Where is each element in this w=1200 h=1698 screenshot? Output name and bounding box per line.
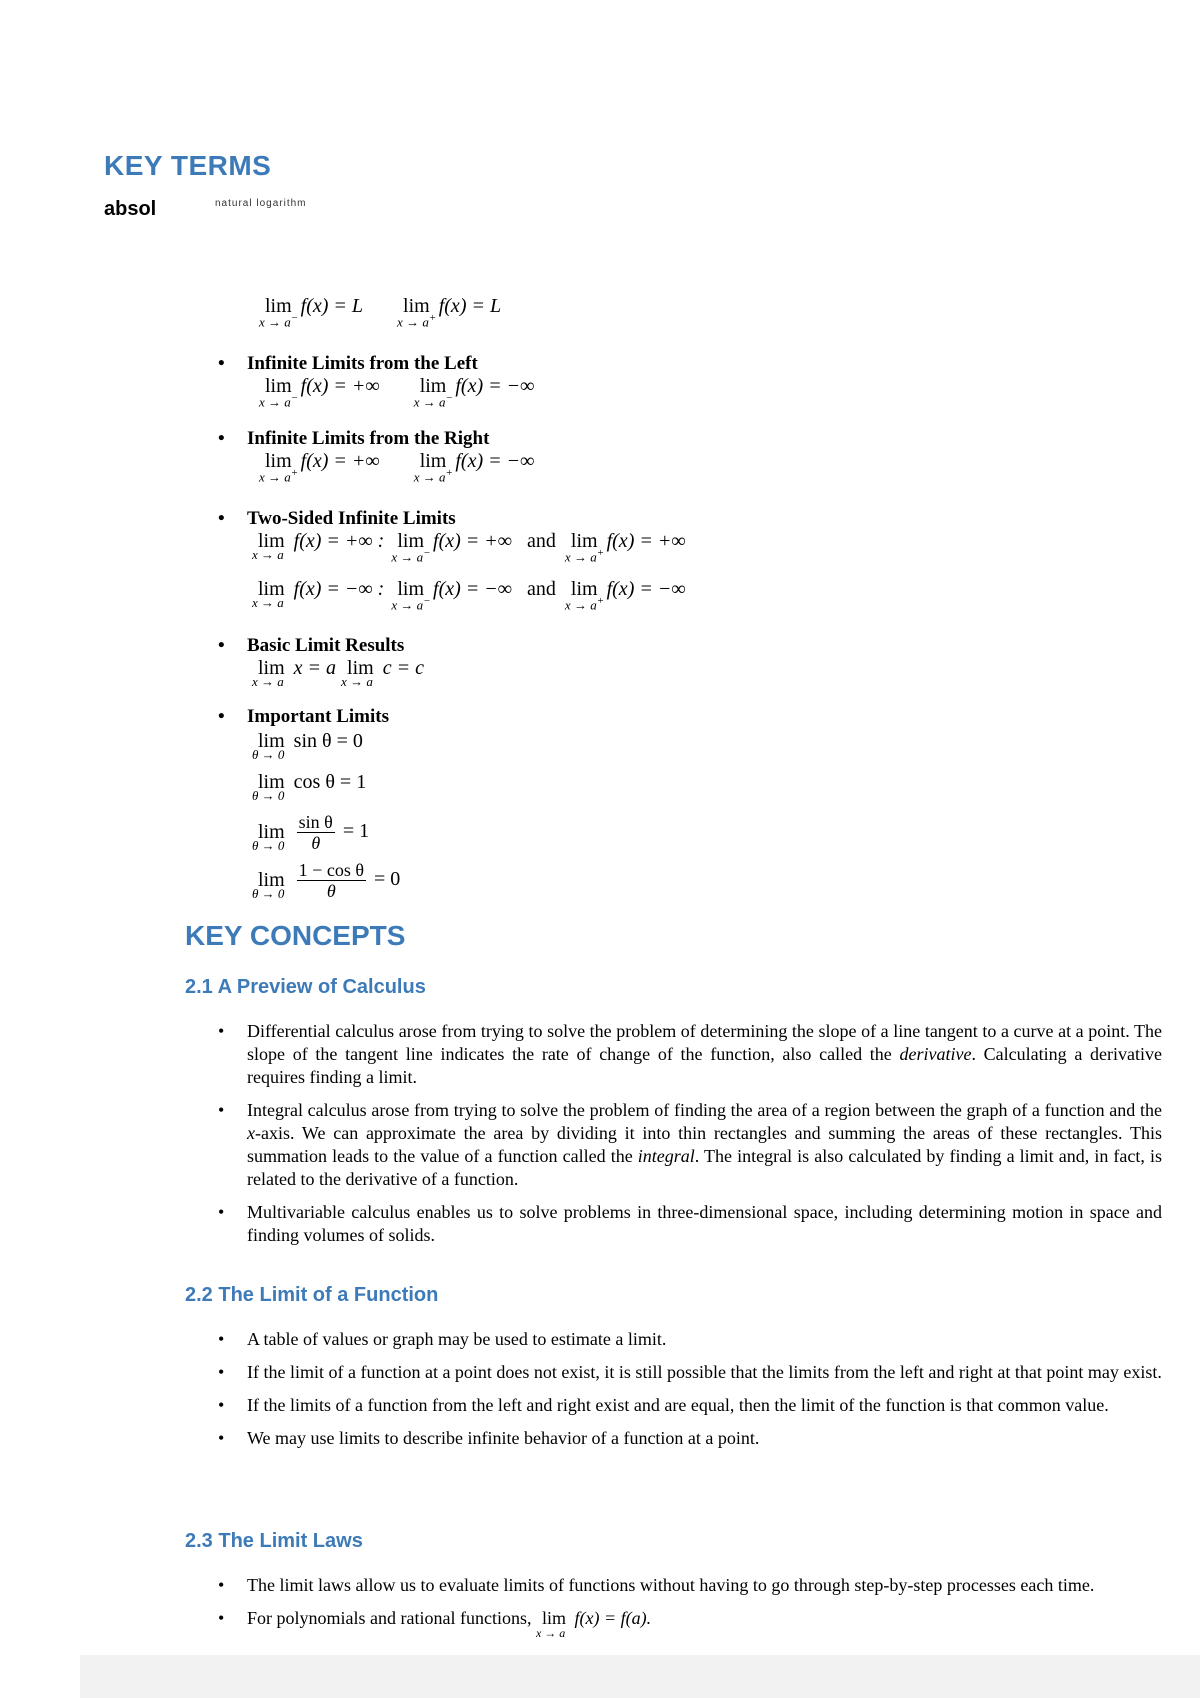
section-2-2-heading: 2.2 The Limit of a Function [185,1284,439,1306]
list-item: • For polynomials and rational functions, lim x → a f(x) = f(a). [218,1607,1162,1630]
infinite-limits-right-equation: lim x → a+ f(x) = +∞ lim x → a+ f(x) = −∞ [259,450,535,485]
two-sided-plus-infinity-equation: lim x → a f(x) = +∞ : lim x → a− f(x) = +∞ and lim x → a+ f(x) = +∞ [252,530,686,565]
limit-cos-equation: lim θ → 0 cos θ = 1 [252,771,367,803]
two-sided-limits-heading: • Two-Sided Infinite Limits [218,508,456,530]
section-2-3-list [218,1574,1162,1640]
list-item: • Integral calculus arose from trying to solve the problem of finding the area of a region between the graph of a function and the x-axis. We can approximate the area by dividing it into thin rectangles and summing the areas of these rectangles. This summation leads to the value of a function called the integral. The integral is also calculated by finding a limit and, in fact, is related to the derivative of a function. [218,1099,1162,1191]
key-term-fragment-clipped: natural logarithm [215,198,307,209]
list-item: • A table of values or graph may be used to estimate a limit. [218,1328,1162,1351]
section-2-1-heading: 2.1 A Preview of Calculus [185,976,426,998]
page-bottom-band [80,1655,1200,1698]
limit-sin-over-theta-equation: lim θ → 0 $\frac{\text{sin θ}}{\theta}$ = 1 [252,812,370,853]
section-2-2-list [218,1328,1162,1460]
infinite-limits-left-equation: lim x → a− f(x) = +∞ lim x → a− f(x) = −∞ [259,375,535,410]
basic-limit-results-equation: lim x → a x = a lim x → a c = c [252,657,424,689]
two-sided-minus-infinity-equation: lim x → a f(x) = −∞ : lim x → a− f(x) = −∞ and lim x → a+ f(x) = −∞ [252,578,686,613]
key-terms-heading: KEY TERMS [104,150,272,181]
list-item: • We may use limits to describe infinite behavior of a function at a point. [218,1427,1162,1450]
basic-limit-results-heading: • Basic Limit Results [218,635,404,657]
limit-one-minus-cos-equation: lim θ → 0 $\frac{\text{1 − cos θ}}{\theta}$ = 0 [252,860,401,901]
section-2-1-list [218,1020,1162,1257]
key-term-fragment: absol [104,198,157,220]
section-2-3-heading: 2.3 The Limit Laws [185,1530,363,1552]
infinite-limits-left-heading: • Infinite Limits from the Left [218,353,478,375]
list-item: • If the limit of a function at a point does not exist, it is still possible that the limits from the left and right at that point may exist. [218,1361,1162,1384]
list-item: • Multivariable calculus enables us to solve problems in three-dimensional space, including determining motion in space and finding volumes of solids. [218,1201,1162,1247]
important-limits-heading: • Important Limits [218,706,389,728]
list-item: • Differential calculus arose from trying to solve the problem of determining the slope of a line tangent to a curve at a point. The slope of the tangent line indicates the rate of change of the function, also called the derivative. Calculating a derivative requires finding a limit. [218,1020,1162,1089]
limit-sin-equation: lim θ → 0 sin θ = 0 [252,730,363,762]
one-sided-limits-equation: lim x → a− f(x) = L lim x → a+ f(x) = L [259,295,502,330]
key-concepts-heading: KEY CONCEPTS [185,920,406,951]
infinite-limits-right-heading: • Infinite Limits from the Right [218,428,489,450]
list-item: • If the limits of a function from the left and right exist and are equal, then the limit of the function is that common value. [218,1394,1162,1417]
list-item: • The limit laws allow us to evaluate limits of functions without having to go through step-by-step processes each time. [218,1574,1162,1597]
